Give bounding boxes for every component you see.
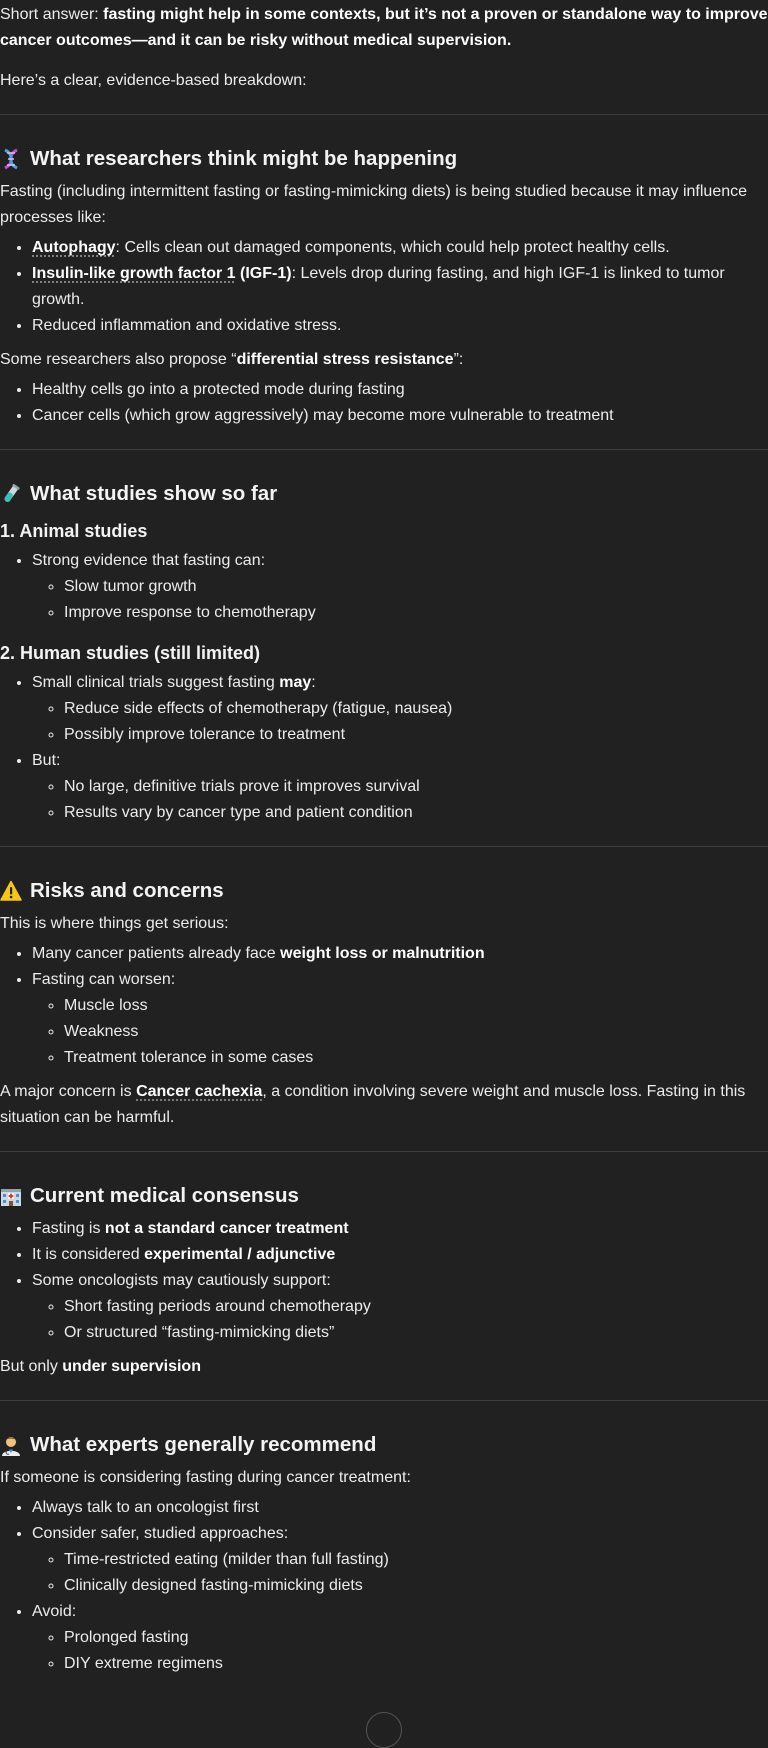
divider xyxy=(0,1151,768,1152)
text-span: But only xyxy=(0,1358,63,1375)
nested-list xyxy=(32,696,768,748)
list-item: ◦ Prolonged fasting xyxy=(64,1625,768,1651)
paragraph: If someone is considering fasting during cancer treatment: xyxy=(0,1469,411,1486)
nested-list xyxy=(32,993,768,1071)
list-item: • Cancer cells (which grow aggressively) may become more vulnerable to treatment xyxy=(32,403,768,429)
bold-span: not a standard cancer treatment xyxy=(104,1220,349,1237)
list-item xyxy=(32,261,768,313)
section-heading-researchers xyxy=(0,145,768,173)
divider xyxy=(0,846,768,847)
bullet-list xyxy=(0,548,768,626)
list-item xyxy=(32,1599,768,1677)
list-item-text: But: xyxy=(32,752,61,769)
health-worker-icon xyxy=(0,1434,22,1456)
paragraph: Fasting (including intermittent fasting or fasting-mimicking diets) is being studied because it may influence processes like: xyxy=(0,183,748,226)
section-heading-recommend xyxy=(0,1431,768,1459)
intro-sub: Here’s a clear, evidence-based breakdown: xyxy=(0,72,307,89)
subheading-human: 2. Human studies (still limited) xyxy=(0,643,261,663)
chat-message xyxy=(0,2,768,1677)
list-item-text: Fasting can worsen: xyxy=(32,971,176,988)
term-link-igf1[interactable]: Insulin-like growth factor 1 xyxy=(32,265,236,282)
bullet-list xyxy=(0,941,768,1071)
bullet-list xyxy=(0,377,768,429)
text-span: , a condition involving severe weight and muscle loss. Fasting in this situation can be harmful. xyxy=(0,1083,746,1126)
bold-span: weight loss or malnutrition xyxy=(280,945,485,962)
hospital-icon xyxy=(0,1185,22,1207)
nested-list xyxy=(32,1294,768,1346)
list-item-text: Avoid: xyxy=(32,1603,77,1620)
list-item xyxy=(32,1521,768,1599)
text-span: Some researchers also propose “ xyxy=(0,351,237,368)
text-span: Fasting is xyxy=(32,1220,105,1237)
list-item xyxy=(32,1268,768,1346)
list-item xyxy=(32,1216,768,1242)
intro-bold: fasting might help in some contexts, but it’s not a proven or standalone way to improve cancer outcomes—and it can be risky without medical supervision. xyxy=(0,6,768,49)
list-item: • Healthy cells go into a protected mode during fasting xyxy=(32,377,768,403)
bullet-list xyxy=(0,235,768,339)
bold-span: experimental / adjunctive xyxy=(144,1246,336,1263)
list-item: • Always talk to an oncologist first xyxy=(32,1495,768,1521)
list-item: ◦ Short fasting periods around chemotherapy xyxy=(64,1294,768,1320)
list-item: ◦ Possibly improve tolerance to treatment xyxy=(64,722,768,748)
bold-span: may xyxy=(279,674,312,691)
list-item: ◦ Improve response to chemotherapy xyxy=(64,600,768,626)
divider xyxy=(0,1400,768,1401)
paragraph xyxy=(0,1079,768,1131)
subheading-animal: 1. Animal studies xyxy=(0,521,148,541)
list-item xyxy=(32,967,768,1071)
text-span: It is considered xyxy=(32,1246,145,1263)
list-item: • Reduced inflammation and oxidative stress. xyxy=(32,313,768,339)
intro-paragraph xyxy=(0,2,768,54)
list-item xyxy=(32,941,768,967)
list-item: ◦ No large, definitive trials prove it improves survival xyxy=(64,774,768,800)
list-item: ◦ Reduce side effects of chemotherapy (fatigue, nausea) xyxy=(64,696,768,722)
list-item xyxy=(32,670,768,748)
list-item: ◦ Treatment tolerance in some cases xyxy=(64,1045,768,1071)
bullet-list xyxy=(0,670,768,826)
dna-icon xyxy=(0,148,22,170)
paragraph: This is where things get serious: xyxy=(0,915,229,932)
list-item-text: Consider safer, studied approaches: xyxy=(32,1525,289,1542)
section-title: What studies show so far xyxy=(30,482,278,505)
list-item: ◦ Weakness xyxy=(64,1019,768,1045)
list-item-text: : Cells clean out damaged components, which could help protect healthy cells. xyxy=(115,239,670,256)
bold-span: under supervision xyxy=(62,1358,201,1375)
list-item-text: : Levels drop during fasting, and high IGF-1 is linked to tumor growth. xyxy=(32,265,725,308)
list-item-text: Some oncologists may cautiously support: xyxy=(32,1272,331,1289)
list-item: ◦ Muscle loss xyxy=(64,993,768,1019)
section-title: What experts generally recommend xyxy=(30,1433,377,1456)
term-extra: (IGF-1) xyxy=(235,265,292,282)
list-item: ◦ DIY extreme regimens xyxy=(64,1651,768,1677)
bullet-list xyxy=(0,1495,768,1677)
scroll-down-button[interactable] xyxy=(366,1712,402,1748)
list-item-text: Strong evidence that fasting can: xyxy=(32,552,266,569)
list-item xyxy=(32,748,768,826)
section-heading-consensus xyxy=(0,1182,768,1210)
section-title: Risks and concerns xyxy=(30,879,224,902)
paragraph xyxy=(0,1354,768,1380)
test-tube-icon xyxy=(0,483,22,505)
list-item xyxy=(32,1242,768,1268)
list-item xyxy=(32,548,768,626)
list-item: ◦ Clinically designed fasting-mimicking diets xyxy=(64,1573,768,1599)
text-span: Many cancer patients already face xyxy=(32,945,281,962)
section-title: What researchers think might be happening xyxy=(30,147,458,170)
text-span: : xyxy=(311,674,316,691)
nested-list xyxy=(32,774,768,826)
text-span: ”: xyxy=(453,351,464,368)
paragraph xyxy=(0,347,768,373)
list-item xyxy=(32,235,768,261)
section-heading-studies xyxy=(0,480,768,508)
text-span: A major concern is xyxy=(0,1083,137,1100)
divider xyxy=(0,114,768,115)
list-item: ◦ Or structured “fasting-mimicking diets” xyxy=(64,1320,768,1346)
divider xyxy=(0,449,768,450)
list-item: ◦ Slow tumor growth xyxy=(64,574,768,600)
nested-list xyxy=(32,1625,768,1677)
text-span: Small clinical trials suggest fasting xyxy=(32,674,280,691)
list-item: ◦ Time-restricted eating (milder than full fasting) xyxy=(64,1547,768,1573)
section-title: Current medical consensus xyxy=(30,1184,299,1207)
list-item: ◦ Results vary by cancer type and patient condition xyxy=(64,800,768,826)
bold-span: differential stress resistance xyxy=(236,351,454,368)
nested-list xyxy=(32,574,768,626)
section-heading-risks xyxy=(0,877,768,905)
bullet-list xyxy=(0,1216,768,1346)
nested-list xyxy=(32,1547,768,1599)
term-link-cachexia[interactable]: Cancer cachexia xyxy=(136,1083,263,1100)
intro-lead: Short answer: xyxy=(0,6,104,23)
warning-icon xyxy=(0,880,22,902)
term-link-autophagy[interactable]: Autophagy xyxy=(32,239,116,256)
